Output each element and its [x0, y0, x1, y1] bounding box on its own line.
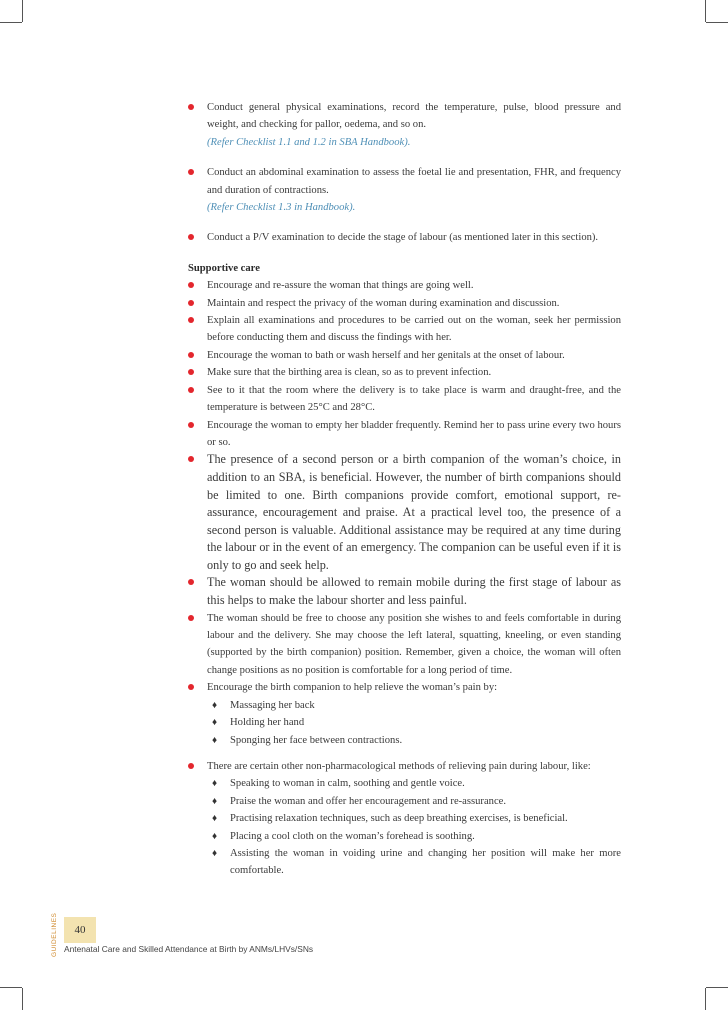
red-bullet-icon [188, 104, 194, 110]
list-item [188, 451, 621, 574]
crop-mark [22, 0, 23, 22]
diamond-bullet-icon: ♦ [212, 778, 218, 790]
sub-list-item: ♦ Speaking to woman in calm, soothing and gentle voice. [207, 775, 621, 792]
checklist-reference: (Refer Checklist 1.3 in Handbook). [207, 202, 356, 214]
sub-list-item: ♦ Sponging her face between contractions. [207, 732, 621, 749]
red-bullet-icon [188, 352, 194, 358]
footer-title: Antenatal Care and Skilled Attendance at Birth by ANMs/LHVs/SNs [64, 944, 314, 954]
crop-mark [706, 22, 728, 23]
red-bullet-icon [188, 300, 194, 306]
list-item [188, 758, 621, 880]
list-item [188, 312, 621, 347]
list-item [188, 99, 621, 151]
item-text: Make sure that the birthing area is clean, so as to prevent infection. [207, 367, 492, 379]
item-text: The presence of a second person or a birth companion of the woman’s choice, in addition to an SBA, is beneficial. However, the number of birth companions should be limited to one. Birth companions provide comfort, emotional support, re-assurance, encouragement and praise. At a practical level too, the presence of a second person is valuable. Additional assistance may be required at any time during the labour or in the event of an emergency. The companion can be useful even if it is only to go and seek help. [207, 452, 621, 572]
list-item [188, 277, 621, 294]
diamond-bullet-icon: ♦ [212, 830, 218, 842]
crop-mark [705, 0, 706, 22]
item-text: Encourage and re-assure the woman that things are going well. [207, 280, 474, 292]
item-text: Explain all examinations and procedures to be carried out on the woman, seek her permission before conducting them and discuss the findings with her. [207, 315, 621, 344]
diamond-bullet-icon: ♦ [212, 813, 218, 825]
item-text: There are certain other non-pharmacological methods of relieving pain during labour, like: [207, 760, 591, 772]
page-content [188, 99, 621, 880]
crop-mark [705, 988, 706, 1010]
list-item [188, 417, 621, 452]
crop-mark [0, 22, 22, 23]
sub-list-item: ♦ Placing a cool cloth on the woman’s forehead is soothing. [207, 828, 621, 845]
diamond-bullet-icon: ♦ [212, 734, 218, 746]
item-text: Conduct an abdominal examination to assess the foetal lie and presentation, FHR, and frequency and duration of contractions. [207, 167, 621, 196]
sub-list-item: ♦ Assisting the woman in voiding urine and changing her position will make her more comfortable. [207, 845, 621, 880]
red-bullet-icon [188, 456, 194, 462]
list-item [188, 382, 621, 417]
sub-list-item: ♦ Massaging her back [207, 697, 621, 714]
red-bullet-icon [188, 282, 194, 288]
red-bullet-icon [188, 763, 194, 769]
item-text: Encourage the birth companion to help relieve the woman’s pain by: [207, 682, 498, 694]
red-bullet-icon [188, 169, 194, 175]
sub-list-item: ♦ Practising relaxation techniques, such as deep breathing exercises, is beneficial. [207, 810, 621, 827]
list-item [188, 229, 621, 246]
diamond-bullet-icon: ♦ [212, 717, 218, 729]
item-text: The woman should be allowed to remain mobile during the first stage of labour as this helps to make the labour shorter and less painful. [207, 575, 621, 608]
red-bullet-icon [188, 684, 194, 690]
page-number: 40 [64, 917, 96, 943]
item-text: The woman should be free to choose any position she wishes to and feels comfortable in during labour and the delivery. She may choose the left lateral, squatting, kneeling, or even standing (supported by the birth companion) position. Remember, given a choice, the woman will often change positions as no position is comfortable for a long period of time. [207, 612, 621, 676]
red-bullet-icon [188, 387, 194, 393]
red-bullet-icon [188, 234, 194, 240]
item-text: Encourage the woman to empty her bladder frequently. Remind her to pass urine every two hours or so. [207, 419, 621, 448]
red-bullet-icon [188, 579, 194, 585]
list-item [188, 574, 621, 609]
side-label: GUIDELINES [51, 912, 58, 957]
diamond-bullet-icon: ♦ [212, 699, 218, 711]
list-item [188, 679, 621, 749]
section-title: Supportive care [188, 262, 260, 274]
crop-mark [22, 988, 23, 1010]
diamond-bullet-icon: ♦ [212, 795, 218, 807]
red-bullet-icon [188, 317, 194, 323]
item-text: See to it that the room where the delivery is to take place is warm and draught-free, and the temperature is between 25°C and 28°C. [207, 384, 621, 414]
crop-mark [706, 987, 728, 988]
list-item [188, 295, 621, 312]
item-text: Conduct a P/V examination to decide the stage of labour (as mentioned later in this section). [207, 232, 599, 244]
red-bullet-icon [188, 422, 194, 428]
red-bullet-icon [188, 369, 194, 375]
sub-list-item: ♦ Holding her hand [207, 714, 621, 731]
item-text: Encourage the woman to bath or wash herself and her genitals at the onset of labour. [207, 349, 565, 361]
item-text: Conduct general physical examinations, record the temperature, pulse, blood pressure and weight, and checking for pallor, oedema, and so on. [207, 102, 621, 131]
item-text: Maintain and respect the privacy of the woman during examination and discussion. [207, 297, 560, 309]
checklist-reference: (Refer Checklist 1.1 and 1.2 in SBA Handbook). [207, 136, 411, 148]
sub-list-item: ♦ Praise the woman and offer her encouragement and re-assurance. [207, 793, 621, 810]
list-item [188, 364, 621, 381]
red-bullet-icon [188, 615, 194, 621]
list-item [188, 164, 621, 216]
list-item [188, 610, 621, 680]
diamond-bullet-icon: ♦ [212, 847, 218, 859]
list-item [188, 347, 621, 364]
crop-mark [0, 987, 22, 988]
